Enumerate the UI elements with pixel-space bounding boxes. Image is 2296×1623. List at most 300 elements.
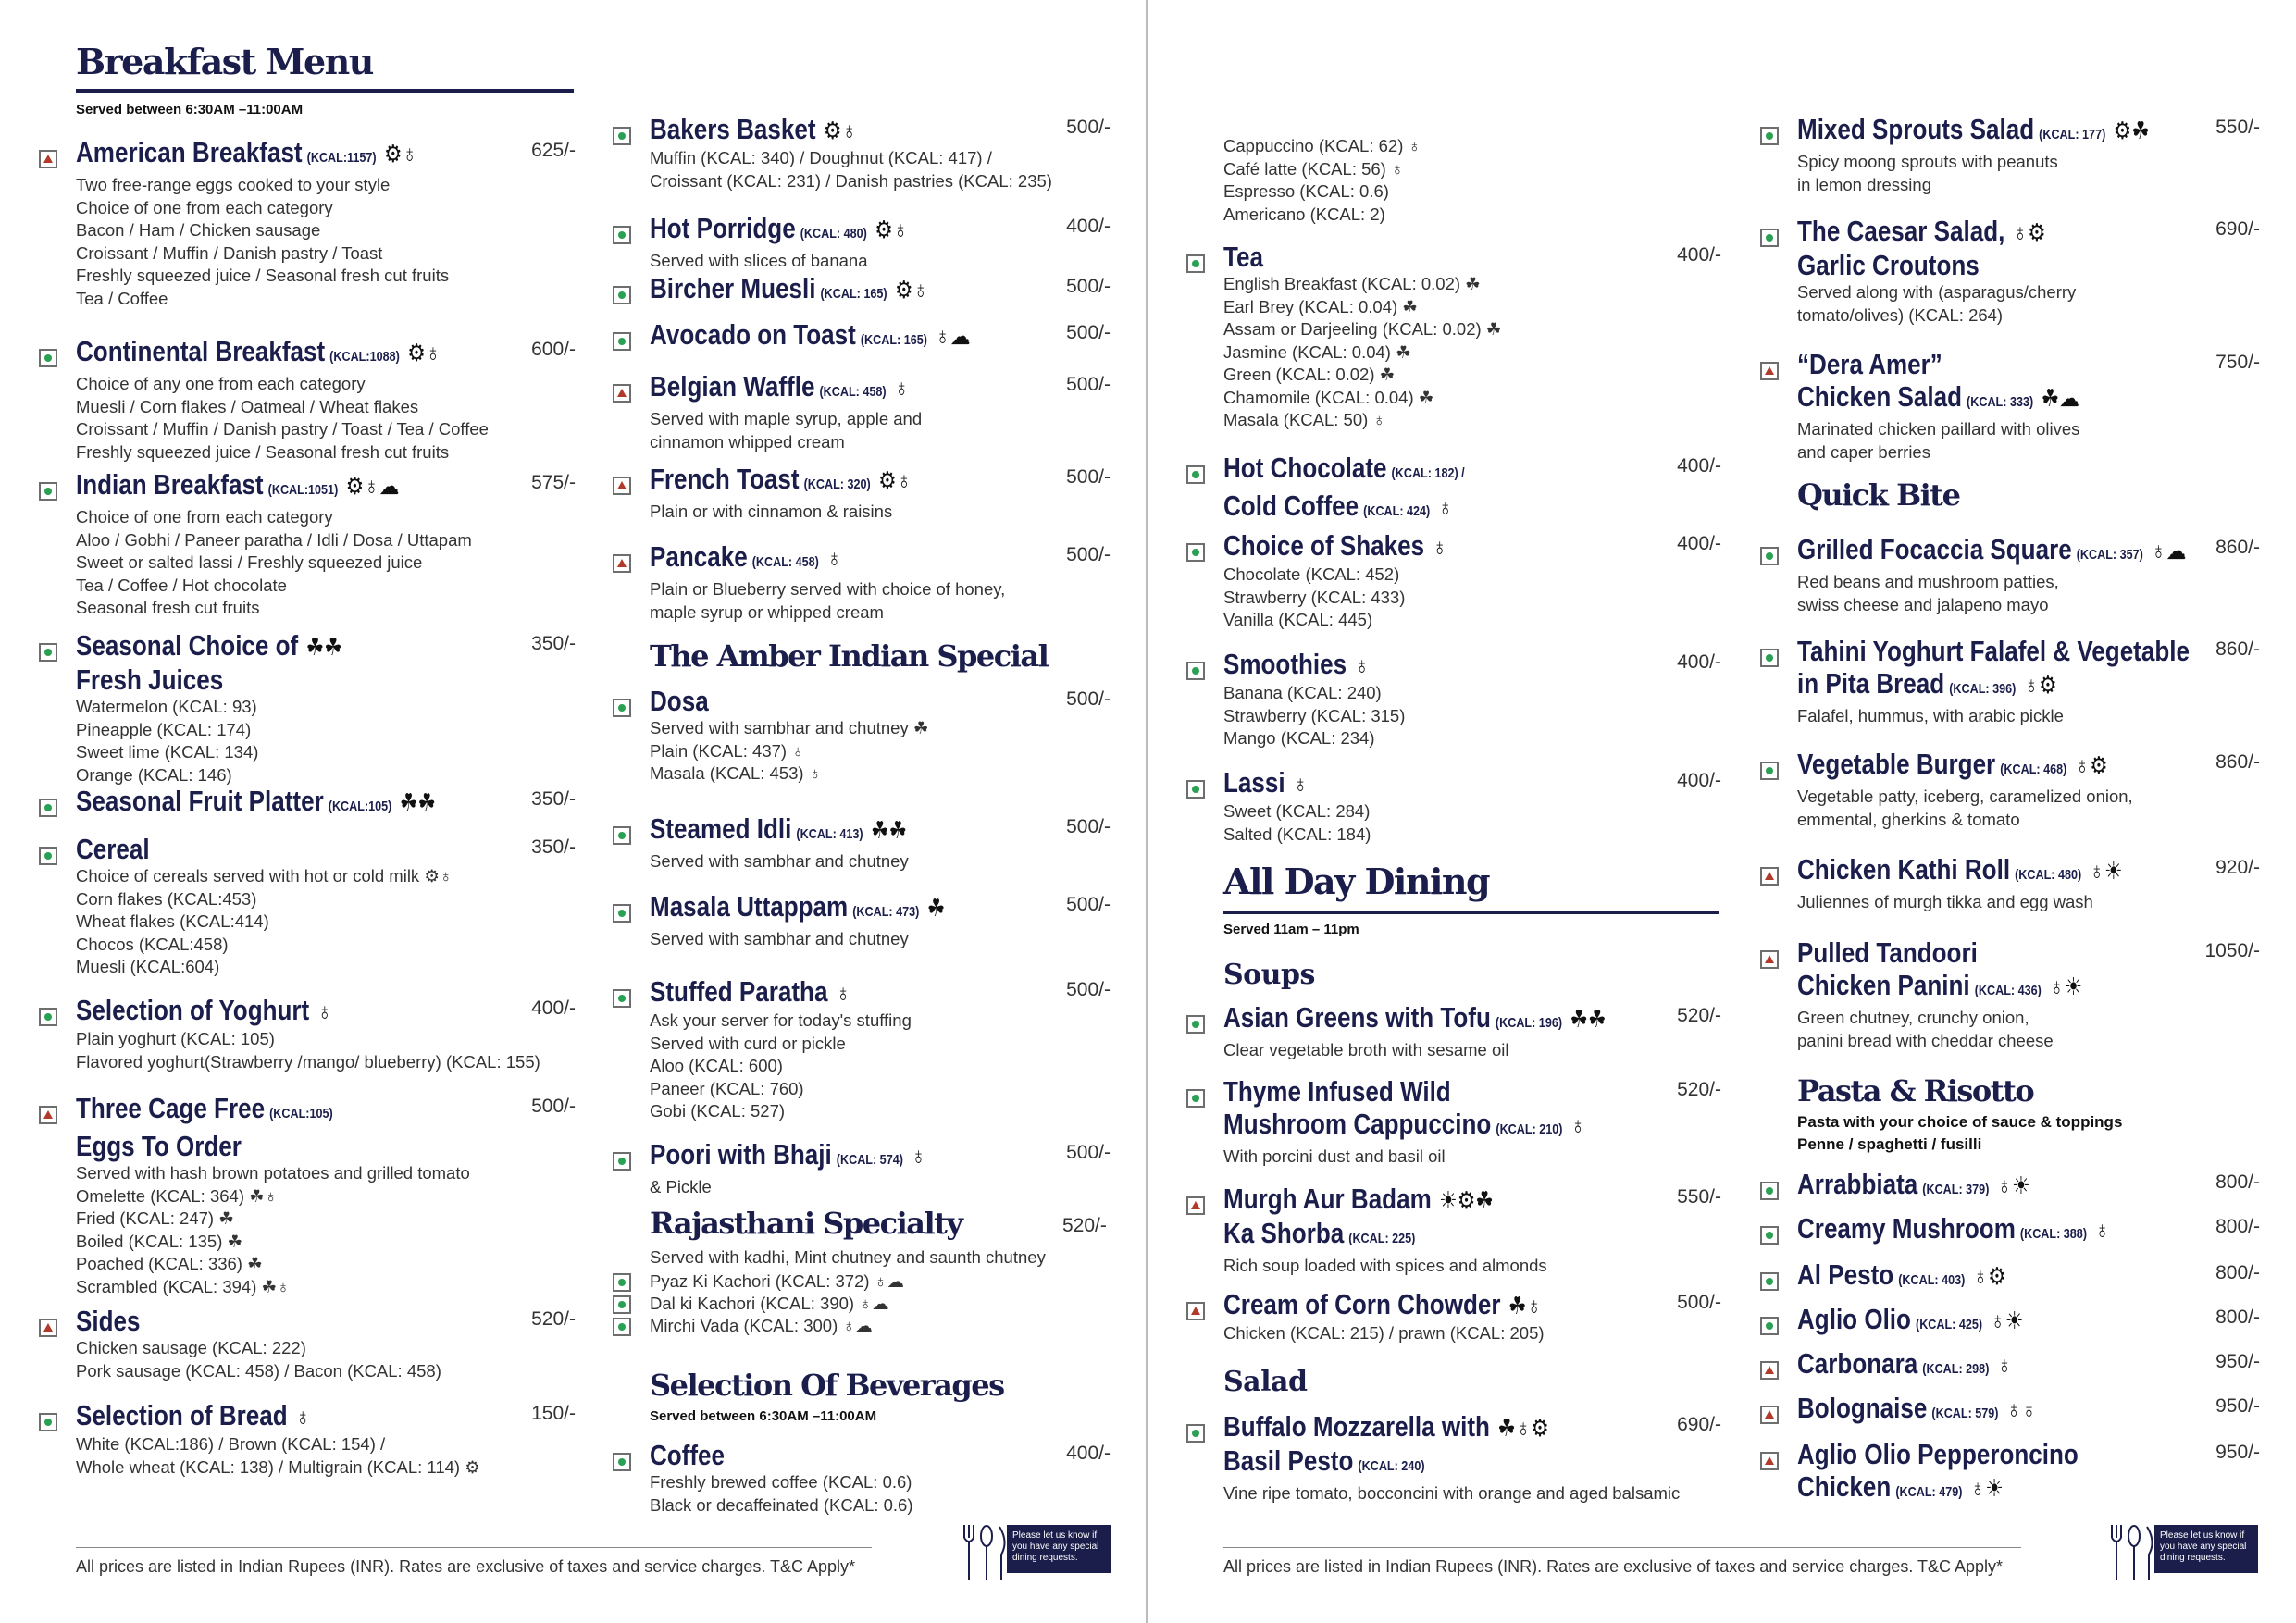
item-name-text: Indian Breakfast [76,468,264,501]
menu-item [1223,1288,1721,1345]
footer-left: All prices are listed in Indian Rupees (INR). Rates are exclusive of taxes and service charges. T&C Apply* [76,1557,856,1576]
item-name-text: Tea [1223,241,1263,273]
item-price: 350/- [531,836,576,858]
item-name-text: Pancake [650,540,748,573]
item-name-text: Steamed Idli [650,812,792,845]
item-price: 150/- [531,1403,576,1424]
rajasthani-price: 520/- [1062,1215,1107,1236]
item-description: With porcini dust and basil oil [1223,1146,1446,1166]
dietary-icons: ⚙♁ [878,466,912,494]
item-name-text: Choice of Shakes [1223,529,1425,562]
veg-mark-icon [1186,662,1205,680]
dietary-icons: ♁☀ [2049,973,2083,1000]
item-name [1797,1258,2186,1296]
nonveg-mark-icon [39,1106,57,1124]
item-name-line2 [1223,1217,1642,1255]
item-description: Croissant / Muffin / Danish pastry / Toast [76,242,383,263]
item-kcal: (KCAL: 333) [1967,394,2034,410]
item-price: 520/- [1677,1079,1721,1100]
footer-right: All prices are listed in Indian Rupees (INR). Rates are exclusive of taxes and service charges. T&C Apply* [1223,1557,2004,1576]
item-name-text: Seasonal Fruit Platter [76,785,324,817]
dietary-icons: ☀⚙☘ [1439,1186,1494,1214]
item-description: Served with hash brown potatoes and grilled tomato [76,1163,470,1183]
item-name-line2 [76,663,496,696]
veg-mark-icon [1186,1424,1205,1443]
item-name-text: Creamy Mushroom [1797,1212,2016,1245]
item-price: 950/- [2215,1442,2260,1463]
nonveg-mark-icon [1760,1406,1779,1424]
title-rule [76,89,574,93]
item-name [76,994,496,1028]
item-description: Choice of one from each category [76,507,333,527]
menu-item [1223,1001,1721,1062]
item-kcal: (KCAL: 403) [1898,1272,1966,1288]
item-price: 500/- [1677,1292,1721,1313]
item-name [650,812,1036,850]
item-price: 800/- [2215,1216,2260,1237]
item-description: Pork sausage (KCAL: 458) / Bacon (KCAL: 458) [76,1360,441,1381]
item-description: Aloo (KCAL: 600) [650,1056,783,1075]
veg-mark-icon [39,799,57,817]
rajasthani-item-text: Mirchi Vada (KCAL: 300) ♁☁ [650,1316,873,1335]
menu-item [1797,1392,2260,1430]
item-name [650,463,1036,501]
item-name-text: Thyme Infused Wild [1223,1075,1451,1108]
menu-item [76,136,576,310]
menu-item [1223,648,1721,750]
nonveg-mark-icon [1186,1196,1205,1215]
item-name-text: Chicken Kathi Roll [1797,853,2011,886]
item-name-text: Mixed Sprouts Salad [1797,113,2035,145]
item-kcal: (KCAL: 165) [820,286,887,302]
item-kcal: (KCAL: 182) / [1391,465,1465,481]
veg-mark-icon [1186,780,1205,799]
item-kcal: (KCAL: 473) [852,904,920,920]
item-description: Chicken (KCAL: 215) / prawn (KCAL: 205) [1223,1323,1545,1343]
item-price: 690/- [2215,218,2260,240]
veg-mark-icon [613,1273,631,1292]
veg-mark-icon [613,1318,631,1336]
item-name-text: Garlic Croutons [1797,249,1980,281]
item-description: Salted (KCAL: 184) [1223,824,1371,844]
item-price: 400/- [1677,651,1721,673]
item-name [76,468,496,506]
item-name [1223,1001,1642,1039]
menu-item [76,994,576,1073]
menu-item [76,335,576,464]
item-name [1797,1168,2186,1206]
item-name-line2 [1797,1470,2186,1508]
item-price: 500/- [1066,374,1111,395]
item-description: Muesli (KCAL:604) [76,957,220,976]
item-name [1797,1303,2186,1341]
item-name [76,1399,496,1433]
item-price: 860/- [2215,537,2260,558]
item-name-text: Selection of Yoghurt [76,994,310,1026]
item-name-text: Seasonal Choice of [76,629,299,662]
rajasthani-item-text: Dal ki Kachori (KCAL: 390) ♁☁ [650,1294,889,1313]
item-name-text: Carbonara [1797,1347,1918,1380]
item-name [1223,1288,1642,1322]
item-name-text: Aglio Olio [1797,1303,1911,1335]
item-name [1223,648,1642,682]
item-name [650,272,1036,310]
dietary-icons: ♁ [2094,1216,2110,1244]
item-description: Served with slices of banana [650,251,868,270]
coffee-variety: Cappuccino (KCAL: 62) ♁ [1223,136,1421,155]
item-name-text: Cold Coffee [1223,489,1359,522]
item-name-text: Ka Shorba [1223,1217,1345,1249]
item-price: 500/- [1066,544,1111,565]
item-description: Assam or Darjeeling (KCAL: 0.02) ☘ [1223,319,1502,339]
item-description: White (KCAL:186) / Brown (KCAL: 154) / [76,1434,386,1454]
item-price: 800/- [2215,1171,2260,1193]
rajasthani-item-text: Pyaz Ki Kachori (KCAL: 372) ♁☁ [650,1271,905,1291]
item-description: Earl Brey (KCAL: 0.04) ☘ [1223,296,1418,316]
soups-heading: Soups [1223,959,1315,991]
item-name [1797,215,2186,249]
nonveg-mark-icon [39,150,57,168]
item-description: Croissant (KCAL: 231) / Danish pastries (KCAL: 235) [650,170,1052,191]
item-name-text: Tahini Yoghurt Falafel & Vegetable [1797,635,2190,667]
menu-item [650,318,1111,356]
item-name-text: Avocado on Toast [650,318,856,351]
item-price: 950/- [2215,1351,2260,1372]
veg-mark-icon [613,699,631,717]
veg-mark-icon [1760,547,1779,565]
item-description: Chocos (KCAL:458) [76,934,229,954]
item-name-text: Smoothies [1223,648,1347,680]
special-request-note-right: Please let us know if you have any special dining requests. [2154,1525,2258,1573]
item-description: and caper berries [1797,441,1930,462]
item-description: Chocolate (KCAL: 452) [1223,564,1400,584]
veg-mark-icon [613,826,631,845]
menu-item [76,1399,576,1479]
veg-mark-icon [1186,543,1205,562]
menu-item [650,212,1111,273]
item-name-text: French Toast [650,463,800,495]
item-name [1223,1075,1642,1108]
item-description: Sweet or salted lassi / Freshly squeezed juice [76,552,423,572]
item-description: maple syrup or whipped cream [650,601,884,622]
item-description: Plain yoghurt (KCAL: 105) [76,1029,275,1048]
menu-item [1223,766,1721,846]
pasta-shapes: Penne / spaghetti / fusilli [1797,1135,1982,1153]
dietary-icons: ⚙☘ [2113,117,2150,144]
item-price: 400/- [531,997,576,1019]
menu-item [650,463,1111,524]
item-name [1797,853,2186,891]
item-price: 750/- [2215,352,2260,373]
veg-mark-icon [613,1295,631,1314]
menu-item [1797,853,2260,914]
dietary-icons: ☘☘ [305,633,342,661]
item-name [76,833,496,865]
item-description: Served with curd or pickle [650,1033,846,1053]
nonveg-mark-icon [613,477,631,495]
menu-item [76,785,576,823]
item-name-text: Arrabbiata [1797,1168,1918,1200]
rajasthani-items [650,1270,1020,1337]
item-kcal: (KCAL: 379) [1922,1182,1990,1197]
item-name-text: Pulled Tandoori [1797,936,1978,969]
item-name-text: Chicken [1797,1470,1892,1503]
item-description: Tea / Coffee / Hot chocolate [76,575,287,595]
item-description: Clear vegetable broth with sesame oil [1223,1040,1509,1059]
item-kcal: (KCAL: 357) [2076,547,2143,563]
item-description: Fried (KCAL: 247) ☘ [76,1208,234,1228]
item-name-text: Bakers Basket [650,113,816,145]
item-description: Choice of cereals served with hot or cold milk ⚙♁ [76,866,453,886]
item-name [650,1439,1036,1471]
item-name [650,318,1036,356]
veg-mark-icon [39,1413,57,1431]
item-price: 500/- [1066,117,1111,138]
item-description: Falafel, hummus, with arabic pickle [1797,706,2064,725]
veg-mark-icon [613,1453,631,1471]
item-kcal: (KCAL: 165) [860,332,927,348]
item-price: 690/- [1677,1414,1721,1435]
item-description: Rich soup loaded with spices and almonds [1223,1256,1547,1275]
item-name-text: Cereal [76,833,150,865]
item-name [1797,936,2186,969]
item-name [650,212,1036,250]
item-description: Muffin (KCAL: 340) / Doughnut (KCAL: 417) / [650,148,992,167]
page-gutter [1146,0,1148,1623]
item-description: Masala (KCAL: 453) ♁ [650,763,822,783]
veg-mark-icon [39,482,57,501]
dietary-icons: ⚙♁ [383,140,417,167]
menu-item [650,113,1111,192]
menu-item [76,1092,576,1298]
item-name-text: Chicken Panini [1797,969,1970,1001]
veg-mark-icon [39,643,57,662]
dietary-icons: ♁ [295,1403,311,1431]
item-name-text: Eggs To Order [76,1130,242,1162]
item-description: Watermelon (KCAL: 93) [76,697,257,716]
item-name-text: The Caesar Salad, [1797,215,2005,247]
coffee-variety: Espresso (KCAL: 0.6) [1223,181,1389,201]
menu-item [650,272,1111,310]
item-name-text: Murgh Aur Badam [1223,1183,1432,1215]
item-description: Ask your server for today's stuffing [650,1010,912,1030]
veg-mark-icon [39,1008,57,1026]
item-name-text: Cream of Corn Chowder [1223,1288,1501,1320]
item-price: 575/- [531,472,576,493]
nonveg-mark-icon [1760,1361,1779,1380]
item-description: Served with maple syrup, apple and [650,409,923,428]
item-description: Boiled (KCAL: 135) ☘ [76,1231,243,1251]
item-description: Strawberry (KCAL: 315) [1223,705,1406,725]
item-kcal: (KCAL: 388) [2019,1226,2088,1242]
dietary-icons: ♁⚙ [2074,751,2108,779]
item-description: English Breakfast (KCAL: 0.02) ☘ [1223,274,1481,293]
item-price: 500/- [1066,816,1111,837]
dietary-icons: ♁☀ [2089,857,2123,885]
item-kcal: (KCAL: 177) [2039,127,2106,142]
dietary-icons: ♁ [893,374,910,402]
quick-bite-heading: Quick Bite [1797,477,1960,513]
item-description: Freshly brewed coffee (KCAL: 0.6) [650,1472,912,1492]
beverages-served-time: Served between 6:30AM –11:00AM [650,1408,877,1424]
veg-mark-icon [1186,465,1205,484]
item-kcal: (KCAL: 458) [751,554,819,570]
item-description: Plain (KCAL: 437) ♁ [650,740,805,761]
all-day-dining-title: All Day Dining [1223,861,1490,902]
menu-item [1797,1347,2260,1385]
item-name-text: Bircher Muesli [650,272,816,304]
item-name [76,1305,496,1337]
veg-mark-icon [1186,1015,1205,1034]
item-description: Masala (KCAL: 50) ♁ [1223,410,1386,429]
dietary-icons: ♁⚙ [2012,218,2046,246]
item-name [1797,113,2186,151]
dietary-icons: ♁ [316,997,333,1025]
item-description: Omelette (KCAL: 364) ☘♁ [76,1185,278,1206]
item-kcal: (KCAL: 298) [1922,1361,1990,1377]
item-description: Pineapple (KCAL: 174) [76,719,252,739]
dietary-icons: ☘☘ [870,816,908,844]
menu-item [650,975,1111,1123]
item-name-text: Asian Greens with Tofu [1223,1001,1491,1034]
item-kcal: (KCAL: 479) [1895,1484,1963,1500]
veg-mark-icon [613,286,631,304]
item-description: Seasonal fresh cut fruits [76,598,260,617]
dietary-icons: ♁ [826,544,842,572]
menu-item [1797,635,2260,728]
item-name-text: Bolognaise [1797,1392,1928,1424]
nonveg-mark-icon [1760,362,1779,380]
item-kcal: (KCAL:105) [269,1106,333,1121]
item-kcal: (KCAL: 240) [1358,1458,1425,1474]
item-name-text: Sides [76,1305,141,1337]
nonveg-mark-icon [1186,1302,1205,1320]
dietary-icons: ♁ [1354,651,1370,679]
veg-mark-icon [1760,1226,1779,1245]
item-description: Chicken sausage (KCAL: 222) [76,1338,306,1357]
all-day-rule [1223,911,1719,914]
item-price: 500/- [1066,322,1111,343]
item-name-line2 [1797,667,2186,705]
item-price: 950/- [2215,1395,2260,1417]
item-kcal: (KCAL: 458) [819,384,887,400]
menu-item [1223,1410,1721,1505]
item-name-text: Hot Chocolate [1223,452,1387,484]
item-kcal: (KCAL:1157) [306,150,377,166]
item-name [76,629,496,663]
item-description: & Pickle [650,1177,712,1196]
footer-rule-left [76,1547,872,1548]
dietary-icons: ♁♁ [2005,1395,2037,1423]
item-description: Green chutney, crunchy onion, [1797,1008,2029,1027]
item-description: Sweet (KCAL: 284) [1223,801,1371,821]
item-kcal: (KCAL: 424) [1363,503,1431,519]
item-name-text: Continental Breakfast [76,335,326,367]
item-description: Chamomile (KCAL: 0.04) ☘ [1223,387,1434,407]
veg-mark-icon [1186,254,1205,273]
item-description: Served along with (asparagus/cherry [1797,282,2077,302]
item-name-text: Lassi [1223,766,1285,799]
rajasthani-item [650,1293,1020,1315]
dietary-icons: ♁⚙ [2023,671,2057,699]
item-description: Marinated chicken paillard with olives [1797,419,2080,439]
veg-mark-icon [1760,1317,1779,1335]
item-name-line2 [1223,1444,1642,1482]
item-description: Bacon / Ham / Chicken sausage [76,220,321,240]
menu-item [1223,1183,1721,1278]
veg-mark-icon [613,904,631,923]
item-description: Plain or Blueberry served with choice of honey, [650,579,1006,599]
dietary-icons: ☘♁ [1508,1292,1542,1319]
breakfast-served-time: Served between 6:30AM –11:00AM [76,102,304,118]
item-name [76,1092,496,1130]
item-description: Banana (KCAL: 240) [1223,683,1382,702]
dietary-icons: ☘ [926,894,946,922]
item-kcal: (KCAL:1088) [329,349,400,365]
dietary-icons: ♁⚙ [1972,1262,2006,1290]
dietary-icons: ⚙♁ [407,339,441,366]
item-kcal: (KCAL: 579) [1931,1406,1999,1421]
item-description: Black or decaffeinated (KCAL: 0.6) [650,1494,913,1515]
item-price: 625/- [531,140,576,161]
item-description: Wheat flakes (KCAL:414) [76,911,269,931]
dietary-icons: ♁ [1292,770,1309,798]
item-description: panini bread with cheddar cheese [1797,1030,2054,1050]
item-description: Flavored yoghurt(Strawberry /mango/ blueberry) (KCAL: 155) [76,1051,540,1072]
item-kcal: (KCAL: 320) [803,477,871,492]
menu-item [76,629,576,787]
nonveg-mark-icon [39,1319,57,1337]
item-name [650,370,1036,408]
dietary-icons: ⚙♁ [894,276,928,304]
item-name-text: Fresh Juices [76,663,224,696]
item-description: Served with sambhar and chutney [650,851,909,871]
item-name [1223,766,1642,800]
item-name [1797,1392,2186,1430]
item-name [1797,348,2186,380]
pasta-risotto-heading: Pasta & Risotto [1797,1073,2034,1109]
breakfast-menu-title: Breakfast Menu [76,41,373,82]
item-kcal: (KCAL: 436) [1974,983,2042,998]
item-name-text: Selection of Bread [76,1399,288,1431]
item-name [1223,452,1642,489]
item-kcal: (KCAL: 413) [796,826,863,842]
item-description: Aloo / Gobhi / Paneer paratha / Idli / Dosa / Uttapam [76,529,472,550]
item-name-text: American Breakfast [76,136,303,168]
item-price: 550/- [1677,1186,1721,1208]
coffee-variety: Americano (KCAL: 2) [1223,204,1385,224]
dietary-icons: ☘☘ [1570,1005,1607,1033]
veg-mark-icon [39,847,57,865]
nonveg-mark-icon [613,384,631,403]
dietary-icons: ⚙♁ [823,117,857,144]
item-name [1797,533,2186,571]
item-kcal: (KCAL: 425) [1915,1317,1983,1332]
veg-mark-icon [1760,127,1779,145]
menu-item [1797,215,2260,327]
dietary-icons: ♁ [911,1142,926,1170]
item-price: 920/- [2215,857,2260,878]
menu-item [1797,1212,2260,1250]
item-name-text: “Dera Amer” [1797,348,1942,380]
item-description: Freshly squeezed juice / Seasonal fresh cut fruits [76,266,450,285]
item-description: Choice of any one from each category [76,374,366,393]
veg-mark-icon [613,226,631,244]
item-description: Corn flakes (KCAL:453) [76,888,257,909]
item-name [1797,1347,2186,1385]
salad-heading: Salad [1223,1366,1308,1398]
veg-mark-icon [613,989,631,1008]
